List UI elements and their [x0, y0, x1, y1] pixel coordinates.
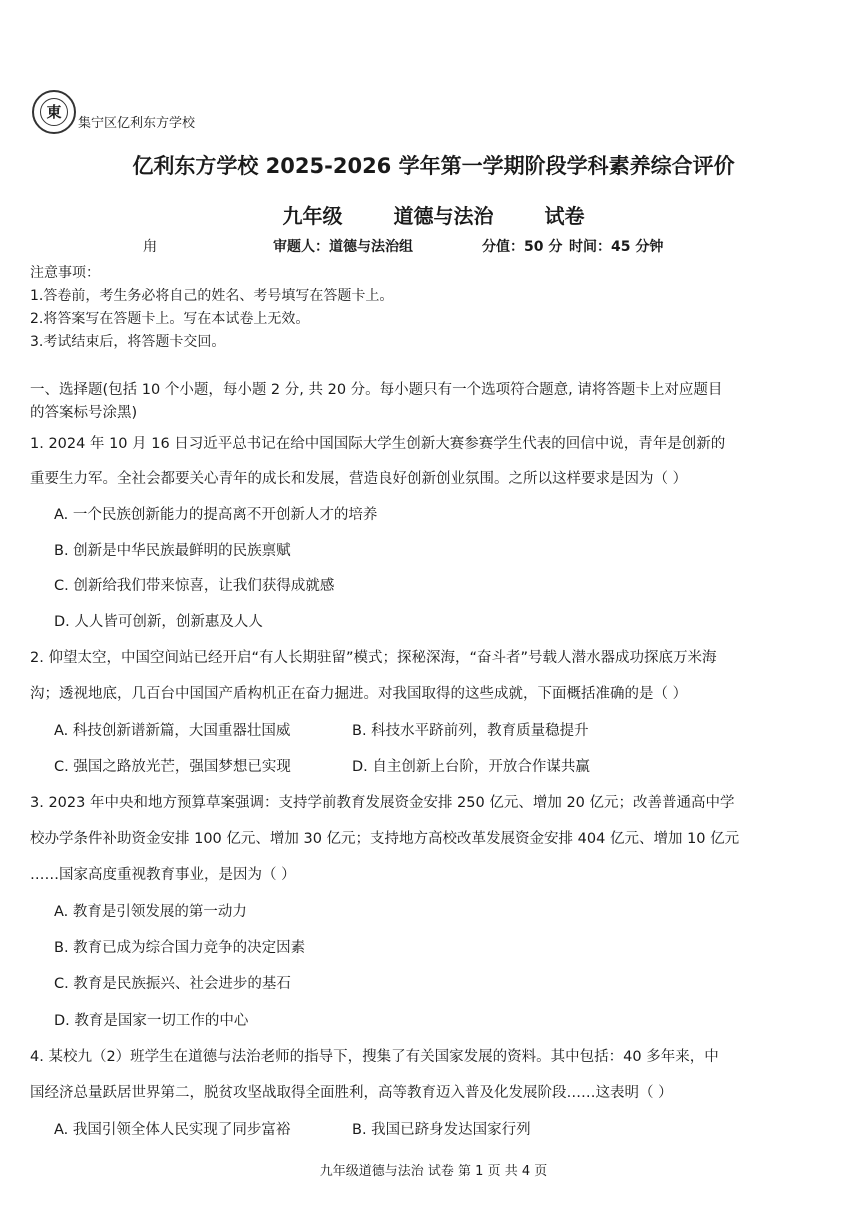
question-1-text-cont: 重要生力军。全社会都要关心青年的成长和发展，营造良好创新创业氛围。之所以这样要求是因为（ ） — [30, 471, 688, 487]
question-2-text: 2. 仰望太空，中国空间站已经开启“有人长期驻留”模式；探秘深海，“奋斗者”号载人潜水器成功探底万米海 — [30, 650, 717, 666]
question-2-option-c: C. 强国之路放光芒，强国梦想已实现 — [54, 759, 291, 775]
question-4-text-cont: 国经济总量跃居世界第二，脱贫攻坚战取得全面胜利，高等教育迈入普及化发展阶段……这表明（ ） — [30, 1085, 673, 1101]
grade-label: 九年级 — [282, 204, 343, 228]
time-label: 时间：45 分钟 — [569, 239, 664, 255]
score-label: 分值：50 分 — [482, 239, 563, 255]
section-heading: 一、选择题(包括 10 个小题，每小题 2 分, 共 20 分。每小题只有一个选项符合题意, 请将答题卡上对应题目 — [30, 382, 723, 398]
question-3-option-a: A. 教育是引领发展的第一动力 — [54, 904, 247, 920]
question-4-option-b: B. 我国已跻身发达国家行列 — [352, 1122, 531, 1138]
question-3-option-c: C. 教育是民族振兴、社会进步的基石 — [54, 976, 291, 992]
question-2-option-d: D. 自主创新上台阶，开放合作谋共赢 — [352, 759, 590, 775]
section-heading-cont: 的答案标号涂黑) — [30, 405, 138, 421]
note-item: 3.考试结束后，将答题卡交回。 — [30, 334, 226, 350]
paper-type-label: 试卷 — [544, 204, 585, 228]
question-3-option-b: B. 教育已成为综合国力竞争的决定因素 — [54, 940, 306, 956]
question-1-option-c: C. 创新给我们带来惊喜，让我们获得成就感 — [54, 578, 335, 594]
question-3-text-cont: ……国家高度重视教育事业，是因为（ ） — [30, 867, 296, 883]
note-item: 1.答卷前，考生务必将自己的姓名、考号填写在答题卡上。 — [30, 288, 394, 304]
school-logo-emblem: 東 — [40, 98, 68, 126]
handwritten-mark: 甪 — [143, 239, 157, 255]
question-2-text-cont: 沟；透视地底，几百台中国国产盾构机正在奋力掘进。对我国取得的这些成就，下面概括准确的是（ ） — [30, 686, 688, 702]
question-2-option-b: B. 科技水平跻前列，教育质量稳提升 — [352, 723, 589, 739]
question-4-text: 4. 某校九（2）班学生在道德与法治老师的指导下，搜集了有关国家发展的资料。其中包括：40 多年来，中 — [30, 1049, 719, 1065]
question-1-text: 1. 2024 年 10 月 16 日习近平总书记在给中国国际大学生创新大赛参赛学生代表的回信中说，青年是创新的 — [30, 436, 726, 452]
school-logo — [32, 90, 76, 134]
subject-label: 道德与法治 — [393, 204, 494, 228]
question-3-option-d: D. 教育是国家一切工作的中心 — [54, 1013, 249, 1029]
question-4-option-a: A. 我国引领全体人民实现了同步富裕 — [54, 1122, 291, 1138]
school-name-label: 集宁区亿利东方学校 — [78, 116, 196, 131]
page-footer: 九年级道德与法治 试卷 第 1 页 共 4 页 — [319, 1164, 548, 1179]
question-2-option-a: A. 科技创新谱新篇，大国重器壮国威 — [54, 723, 291, 739]
question-3-text: 3. 2023 年中央和地方预算草案强调：支持学前教育发展资金安排 250 亿元、增加 20 亿元；改善普通高中学 — [30, 795, 735, 811]
question-1-option-a: A. 一个民族创新能力的提高离不开创新人才的培养 — [54, 507, 378, 523]
reviewer-label: 审题人：道德与法治组 — [273, 239, 413, 255]
question-1-option-d: D. 人人皆可创新，创新惠及人人 — [54, 614, 263, 630]
question-3-text-cont: 校办学条件补助资金安排 100 亿元、增加 30 亿元；支持地方高校改革发展资金安排 404 亿元、增加 10 亿元 — [30, 831, 740, 847]
note-item: 2.将答案写在答题卡上。写在本试卷上无效。 — [30, 311, 310, 327]
exam-subtitle — [0, 200, 867, 229]
exam-title: 亿利东方学校 2025-2026 学年第一学期阶段学科素养综合评价 — [132, 154, 735, 178]
notes-heading: 注意事项： — [30, 265, 100, 281]
question-1-option-b: B. 创新是中华民族最鲜明的民族禀赋 — [54, 543, 291, 559]
